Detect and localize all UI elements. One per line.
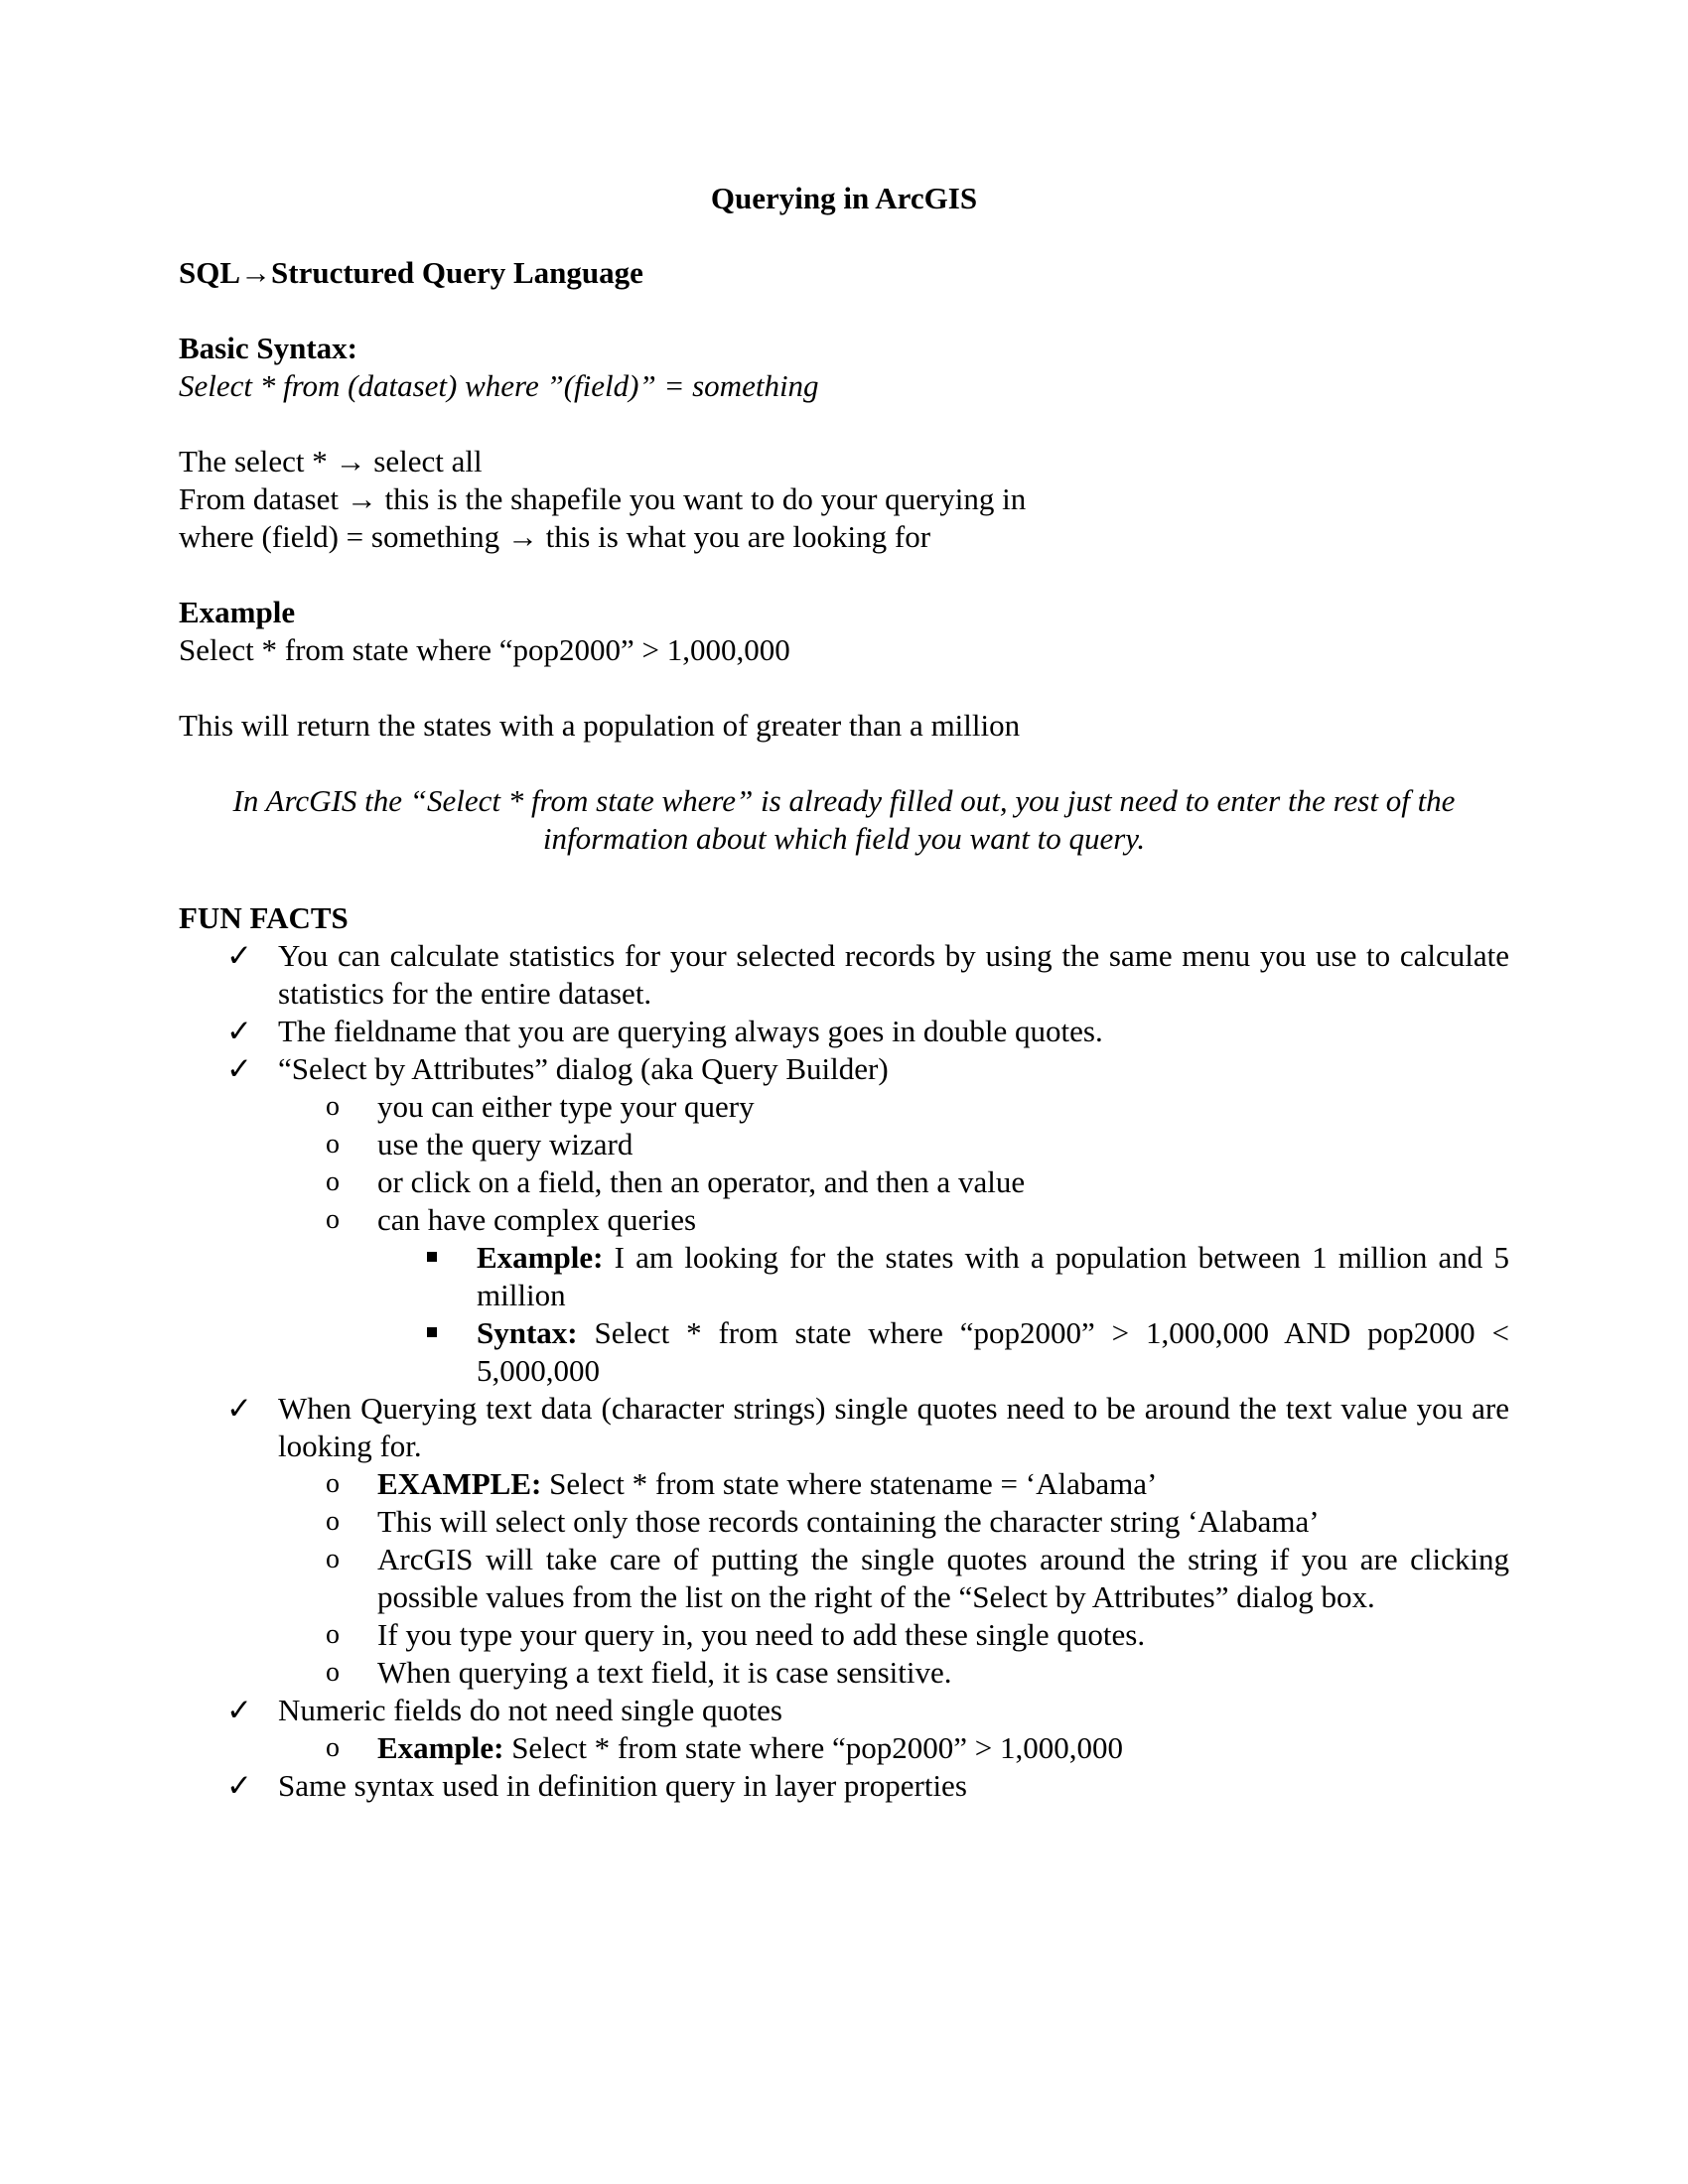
list-item bbox=[278, 1088, 1509, 1126]
list-item bbox=[278, 1126, 1509, 1163]
example-heading: Example bbox=[179, 595, 296, 629]
sub-item-text: ArcGIS will take care of putting the single quotes around the string if you are clicking possible values from the list on the right of the “Select by Attributes” dialog box. bbox=[377, 1542, 1509, 1614]
sub-item-text: If you type your query in, you need to add these single quotes. bbox=[377, 1617, 1146, 1652]
circle-bullet-icon: o bbox=[326, 1129, 340, 1160]
sub-item-text: you can either type your query bbox=[377, 1089, 755, 1124]
checkmark-icon: ✓ bbox=[226, 1693, 252, 1727]
list-item bbox=[377, 1239, 1509, 1314]
fun-facts-list bbox=[179, 937, 1509, 1805]
explain-from: From dataset → this is the shapefile you want to do your querying in bbox=[179, 481, 1027, 516]
fact-numeric: Numeric fields do not need single quotes bbox=[278, 1693, 782, 1727]
example-label: Example: bbox=[477, 1240, 604, 1275]
list-item bbox=[179, 1050, 1509, 1390]
checkmark-icon: ✓ bbox=[226, 938, 252, 973]
sub-item-text: use the query wizard bbox=[377, 1127, 633, 1161]
list-item bbox=[179, 1692, 1509, 1767]
list-item bbox=[278, 1729, 1509, 1767]
list-item bbox=[278, 1654, 1509, 1692]
list-item bbox=[179, 1767, 1509, 1805]
circle-bullet-icon: o bbox=[326, 1468, 340, 1499]
circle-bullet-icon: o bbox=[326, 1619, 340, 1650]
sub-item-text: This will select only those records containing the character string ‘Alabama’ bbox=[377, 1504, 1320, 1539]
circle-bullet-icon: o bbox=[326, 1732, 340, 1763]
circle-bullet-icon: o bbox=[326, 1506, 340, 1537]
sublist bbox=[278, 1088, 1509, 1390]
sql-heading: SQL→Structured Query Language bbox=[179, 255, 643, 290]
fact-select-by-attributes: “Select by Attributes” dialog (aka Query Builder) bbox=[278, 1051, 889, 1086]
syntax-text: Select * from state where “pop2000” > 1,000,000 AND pop2000 < 5,000,000 bbox=[477, 1315, 1509, 1388]
list-item bbox=[179, 1013, 1509, 1050]
sublist bbox=[377, 1239, 1509, 1390]
example-text: Select * from state where statename = ‘Alabama’ bbox=[541, 1466, 1158, 1501]
circle-bullet-icon: o bbox=[326, 1204, 340, 1235]
example-label: EXAMPLE: bbox=[377, 1466, 542, 1501]
example-line: Select * from state where “pop2000” > 1,000,000 bbox=[179, 632, 790, 667]
list-item bbox=[278, 1616, 1509, 1654]
example-text: I am looking for the states with a population between 1 million and 5 million bbox=[477, 1240, 1509, 1312]
basic-syntax-line: Select * from (dataset) where ”(field)” = something bbox=[179, 368, 819, 403]
list-item bbox=[278, 1465, 1509, 1503]
list-item bbox=[278, 1503, 1509, 1541]
square-bullet-icon bbox=[427, 1252, 437, 1262]
circle-bullet-icon: o bbox=[326, 1091, 340, 1122]
return-text: This will return the states with a population of greater than a million bbox=[179, 708, 1021, 743]
basic-syntax-heading: Basic Syntax: bbox=[179, 331, 357, 365]
fact-fieldname: The fieldname that you are querying always goes in double quotes. bbox=[278, 1014, 1103, 1048]
list-item bbox=[278, 1163, 1509, 1201]
sublist bbox=[278, 1729, 1509, 1767]
explain-select: The select * → select all bbox=[179, 444, 483, 478]
sub-item-text: or click on a field, then an operator, and then a value bbox=[377, 1164, 1026, 1199]
list-item bbox=[179, 937, 1509, 1013]
example-label: Example: bbox=[377, 1730, 504, 1765]
page-title: Querying in ArcGIS bbox=[710, 181, 978, 215]
checkmark-icon: ✓ bbox=[226, 1014, 252, 1048]
fun-facts-heading: FUN FACTS bbox=[179, 900, 349, 935]
circle-bullet-icon: o bbox=[326, 1657, 340, 1688]
square-bullet-icon bbox=[427, 1327, 437, 1337]
sub-item-text: can have complex queries bbox=[377, 1202, 697, 1237]
example-text: Select * from state where “pop2000” > 1,000,000 bbox=[503, 1730, 1123, 1765]
checkmark-icon: ✓ bbox=[226, 1391, 252, 1426]
syntax-label: Syntax: bbox=[477, 1315, 578, 1350]
list-item bbox=[278, 1201, 1509, 1390]
note-line-1: In ArcGIS the “Select * from state where” is already filled out, you just need to enter the rest of the bbox=[232, 783, 1456, 818]
explain-where: where (field) = something → this is what you are looking for bbox=[179, 519, 931, 554]
sub-item-text: When querying a text field, it is case sensitive. bbox=[377, 1655, 952, 1690]
checkmark-icon: ✓ bbox=[226, 1051, 252, 1086]
sublist bbox=[278, 1465, 1509, 1692]
list-item bbox=[278, 1541, 1509, 1616]
list-item bbox=[179, 1390, 1509, 1692]
list-item bbox=[377, 1314, 1509, 1390]
checkmark-icon: ✓ bbox=[226, 1768, 252, 1803]
circle-bullet-icon: o bbox=[326, 1166, 340, 1197]
fact-stats: You can calculate statistics for your selected records by using the same menu you use to calculate statistics for the entire dataset. bbox=[278, 938, 1509, 1011]
fact-text-data: When Querying text data (character strings) single quotes need to be around the text value you are looking for. bbox=[278, 1391, 1509, 1463]
note-line-2: information about which field you want to query. bbox=[542, 821, 1146, 856]
fact-same-syntax: Same syntax used in definition query in layer properties bbox=[278, 1768, 967, 1803]
circle-bullet-icon: o bbox=[326, 1544, 340, 1574]
